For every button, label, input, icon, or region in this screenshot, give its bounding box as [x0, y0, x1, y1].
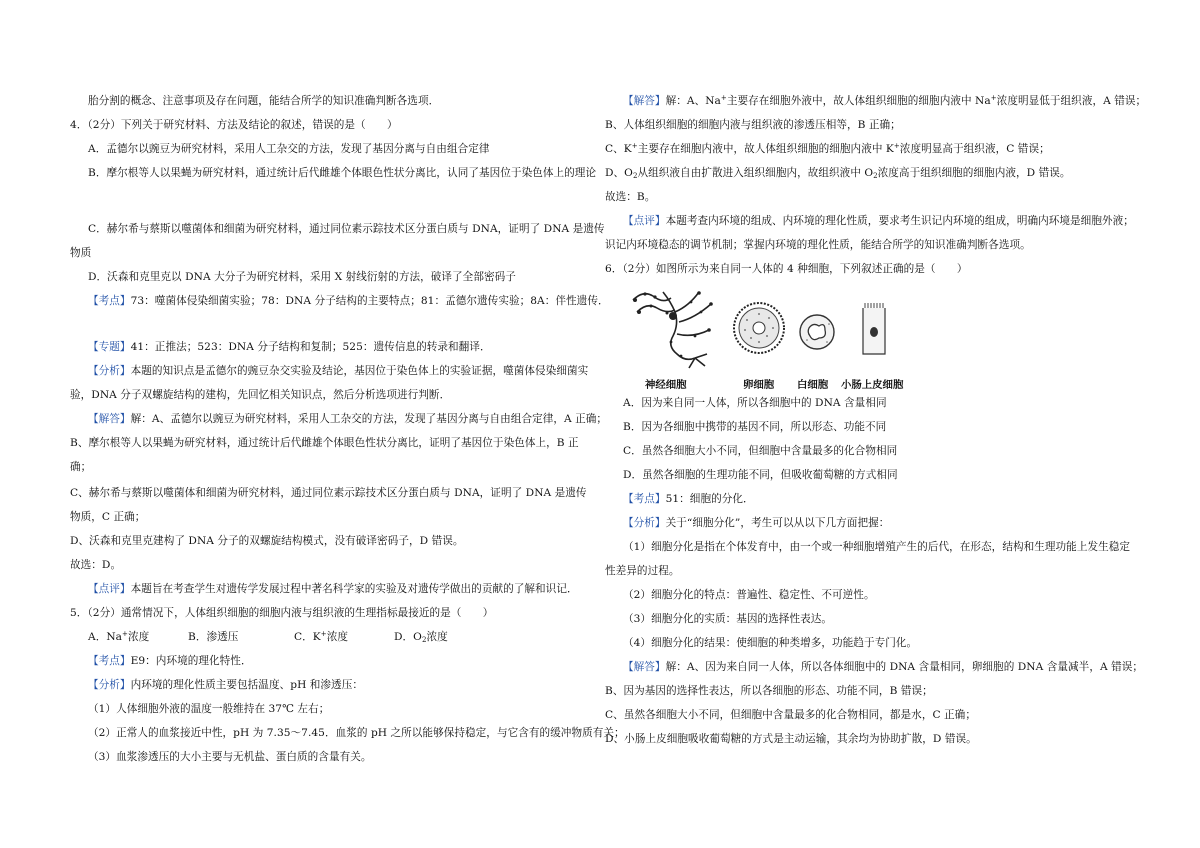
fenxi-tag: 【分析】 [88, 679, 131, 691]
q6-fenxi-1: （1）细胞分化是指在个体发育中，由一个或一种细胞增殖产生的后代，在形态，结构和生理功能上发生稳定 [623, 541, 1131, 553]
q4-jieda-b: B、摩尔根等人以果蝇为研究材料，通过统计后代雌雄个体眼色性状分离比，证明了基因位于染色体上，B 正 [70, 437, 579, 449]
q4-option-c: C．赫尔希与蔡斯以噬菌体和细菌为研究材料，通过同位素示踪技术区分蛋白质与 DNA，证明了 DNA 是遗传 [88, 223, 605, 235]
q4-option-d: D．沃森和克里克以 DNA 大分子为研究材料，采用 X 射线衍射的方法，破译了全部密码子 [88, 271, 516, 283]
q6-jieda-d: D、小肠上皮细胞吸收葡萄糖的方式是主动运输，其余均为协助扩散，D 错误。 [605, 733, 977, 745]
kaodian-tag: 【考点】 [88, 655, 131, 667]
q5-dianping [623, 214, 1134, 228]
q5-jieda: 【解答】解：A、Na+主要存在细胞外液中，故人体组织细胞的细胞内液中 Na+浓度明显低于组织液，A 错误； [623, 94, 1147, 107]
egg-cell-illustration [731, 300, 787, 356]
q6-option-a: A．因为来自同一人体，所以各细胞中的 DNA 含量相同 [623, 397, 887, 409]
q5-answer: 故选：B。 [605, 191, 656, 203]
q6-fenxi-2: （2）细胞分化的特点：普遍性、稳定性、不可逆性。 [623, 589, 875, 601]
q5-option-d: D．$O_2$浓度 [394, 631, 448, 644]
q5-option-b: B．渗透压 [188, 631, 239, 643]
q6-fenxi [623, 516, 889, 530]
q4-kaodian [88, 294, 609, 308]
dianping-tag: 【点评】 [623, 215, 666, 227]
q6-kaodian [623, 492, 754, 506]
dianping-text: 本题旨在考查学生对遗传学发展过程中著名科学家的实验及对遗传学做出的贡献的了解和识记． [130, 583, 578, 595]
zhuanti-text: 41：正推法；523：DNA 分子结构和复制；525：遗传信息的转录和翻译． [130, 341, 491, 353]
q5-kaodian [88, 654, 252, 668]
kaodian-text: 51：细胞的分化． [665, 493, 754, 505]
text-line: 胎分割的概念、注意事项及存在问题，能结合所学的知识准确判断各选项． [88, 95, 440, 107]
q6-jieda-c: C、虽然各细胞大小不同，但细胞中含量最多的化合物相同，都是水，C 正确； [605, 709, 976, 721]
kaodian-text: E9：内环境的理化特性． [130, 655, 252, 667]
q5-fenxi-1: （1）人体细胞外液的温度一般维持在 37℃ 左右； [88, 703, 330, 715]
q4-option-a: A．孟德尔以豌豆为研究材料，采用人工杂交的方法，发现了基因分离与自由组合定律 [88, 143, 490, 155]
white-blood-cell-illustration [797, 312, 837, 352]
fenxi-text: 内环境的理化性质主要包括温度、pH 和渗透压： [130, 679, 363, 691]
nerve-cell-illustration [623, 282, 723, 372]
dianping-tag: 【点评】 [88, 583, 131, 595]
caption-white-blood-cell: 白细胞 [797, 379, 829, 391]
q4-jieda-c-cont: 物质，C 正确； [70, 511, 146, 523]
q6-option-d: D．虽然各细胞的生理功能不同，但吸收葡萄糖的方式相同 [623, 469, 898, 481]
jieda-text: 解：A、孟德尔以豌豆为研究材料，采用人工杂交的方法，发现了基因分离与自由组合定律，A 正确； [130, 413, 608, 425]
q4-fenxi-cont: 验，DNA 分子双螺旋结构的建构，先回忆相关知识点，然后分析选项进行判断． [70, 389, 451, 401]
kaodian-tag: 【考点】 [623, 493, 666, 505]
cell-figure [623, 282, 923, 392]
question-6-stem: 6．（2分）如图所示为来自同一人体的 4 种细胞，下列叙述正确的是（ ） [605, 263, 968, 275]
caption-nerve-cell: 神经细胞 [645, 379, 687, 391]
jieda-text: 解：A、因为来自同一人体，所以各体细胞中的 DNA 含量相同，卵细胞的 DNA 含量减半，A 错误； [665, 661, 1144, 673]
q5-fenxi-2: （2）正常人的血浆接近中性，pH 为 7.35～7.45．血浆的 pH 之所以能够保持稳定，与它含有的缓冲物质有关； [88, 727, 625, 739]
q4-jieda-b-cont: 确； [70, 461, 92, 473]
q4-option-b: B．摩尔根等人以果蝇为研究材料，通过统计后代雌雄个体眼色性状分离比，认同了基因位于染色体上的理论 [88, 167, 597, 179]
fenxi-tag: 【分析】 [88, 365, 131, 377]
q5-fenxi-3: （3）血浆渗透压的大小主要与无机盐、蛋白质的含量有关。 [88, 751, 372, 763]
question-5-stem: 5．（2分）通常情况下，人体组织细胞的细胞内液与组织液的生理指标最接近的是（ ） [70, 607, 494, 619]
zhuanti-tag: 【专题】 [88, 341, 131, 353]
q5-jieda-c: C、K+主要存在细胞内液中，故人体组织细胞的细胞内液中 K+浓度明显高于组织液，C 错误； [605, 142, 1050, 155]
fenxi-tag: 【分析】 [623, 517, 666, 529]
q5-option-a: A．Na+浓度 [88, 630, 150, 643]
question-4-stem: 4．（2分）下列关于研究材料、方法及结论的叙述，错误的是（ ） [70, 119, 398, 131]
q5-fenxi [88, 678, 363, 692]
fenxi-text: 关于“细胞分化”，考生可以从以下几方面把握： [665, 517, 890, 529]
q5-jieda-d: D、$O_2$从组织液自由扩散进入组织细胞内，故组织液中 $O_2$浓度高于组织细胞的细胞内液，D 错误。 [605, 167, 1071, 180]
q6-option-c: C．虽然各细胞大小不同，但细胞中含量最多的化合物相同 [623, 445, 898, 457]
q4-jieda [88, 412, 607, 426]
intestinal-epithelial-cell-illustration [859, 302, 889, 358]
q6-fenxi-1-cont: 性差异的过程。 [605, 565, 680, 577]
q4-dianping [88, 582, 578, 596]
q4-jieda-c: C、赫尔希与蔡斯以噬菌体和细菌为研究材料，通过同位素示踪技术区分蛋白质与 DNA，证明了 DNA 是遗传 [70, 487, 587, 499]
q4-fenxi [88, 364, 588, 378]
q4-option-c-cont: 物质 [70, 247, 92, 259]
q6-option-b: B．因为各细胞中携带的基因不同，所以形态、功能不同 [623, 421, 887, 433]
dianping-text: 本题考查内环境的组成、内环境的理化性质，要求考生识记内环境的组成，明确内环境是细胞外液； [665, 215, 1134, 227]
kaodian-tag: 【考点】 [88, 295, 131, 307]
caption-intestinal-cell: 小肠上皮细胞 [841, 379, 904, 391]
q6-fenxi-4: （4）细胞分化的结果：使细胞的种类增多，功能趋于专门化。 [623, 637, 918, 649]
q6-jieda-b: B、因为基因的选择性表达，所以各细胞的形态、功能不同，B 错误； [605, 685, 933, 697]
q6-jieda [623, 660, 1143, 674]
q5-option-c: C．K+浓度 [294, 630, 348, 643]
jieda-tag: 【解答】 [623, 95, 666, 107]
q4-answer: 故选：D。 [70, 559, 122, 571]
q6-fenxi-3: （3）细胞分化的实质：基因的选择性表达。 [623, 613, 833, 625]
caption-egg-cell: 卵细胞 [743, 379, 775, 391]
q5-dianping-cont: 识记内环境稳态的调节机制；掌握内环境的理化性质，能结合所学的知识准确判断各选项。 [605, 239, 1031, 251]
q5-jieda-b: B、人体组织细胞的细胞内液与组织液的渗透压相等，B 正确； [605, 119, 901, 131]
jieda-tag: 【解答】 [623, 661, 666, 673]
jieda-tag: 【解答】 [88, 413, 131, 425]
fenxi-text: 本题的知识点是孟德尔的豌豆杂交实验及结论，基因位于染色体上的实验证据，噬菌体侵染细菌实 [130, 365, 589, 377]
q4-jieda-d: D、沃森和克里克建构了 DNA 分子的双螺旋结构模式，没有破译密码子，D 错误。 [70, 535, 464, 547]
kaodian-text: 73：噬菌体侵染细菌实验；78：DNA 分子结构的主要特点；81：孟德尔遗传实验；8A：伴性遗传． [130, 295, 609, 307]
q4-zhuanti [88, 340, 491, 354]
